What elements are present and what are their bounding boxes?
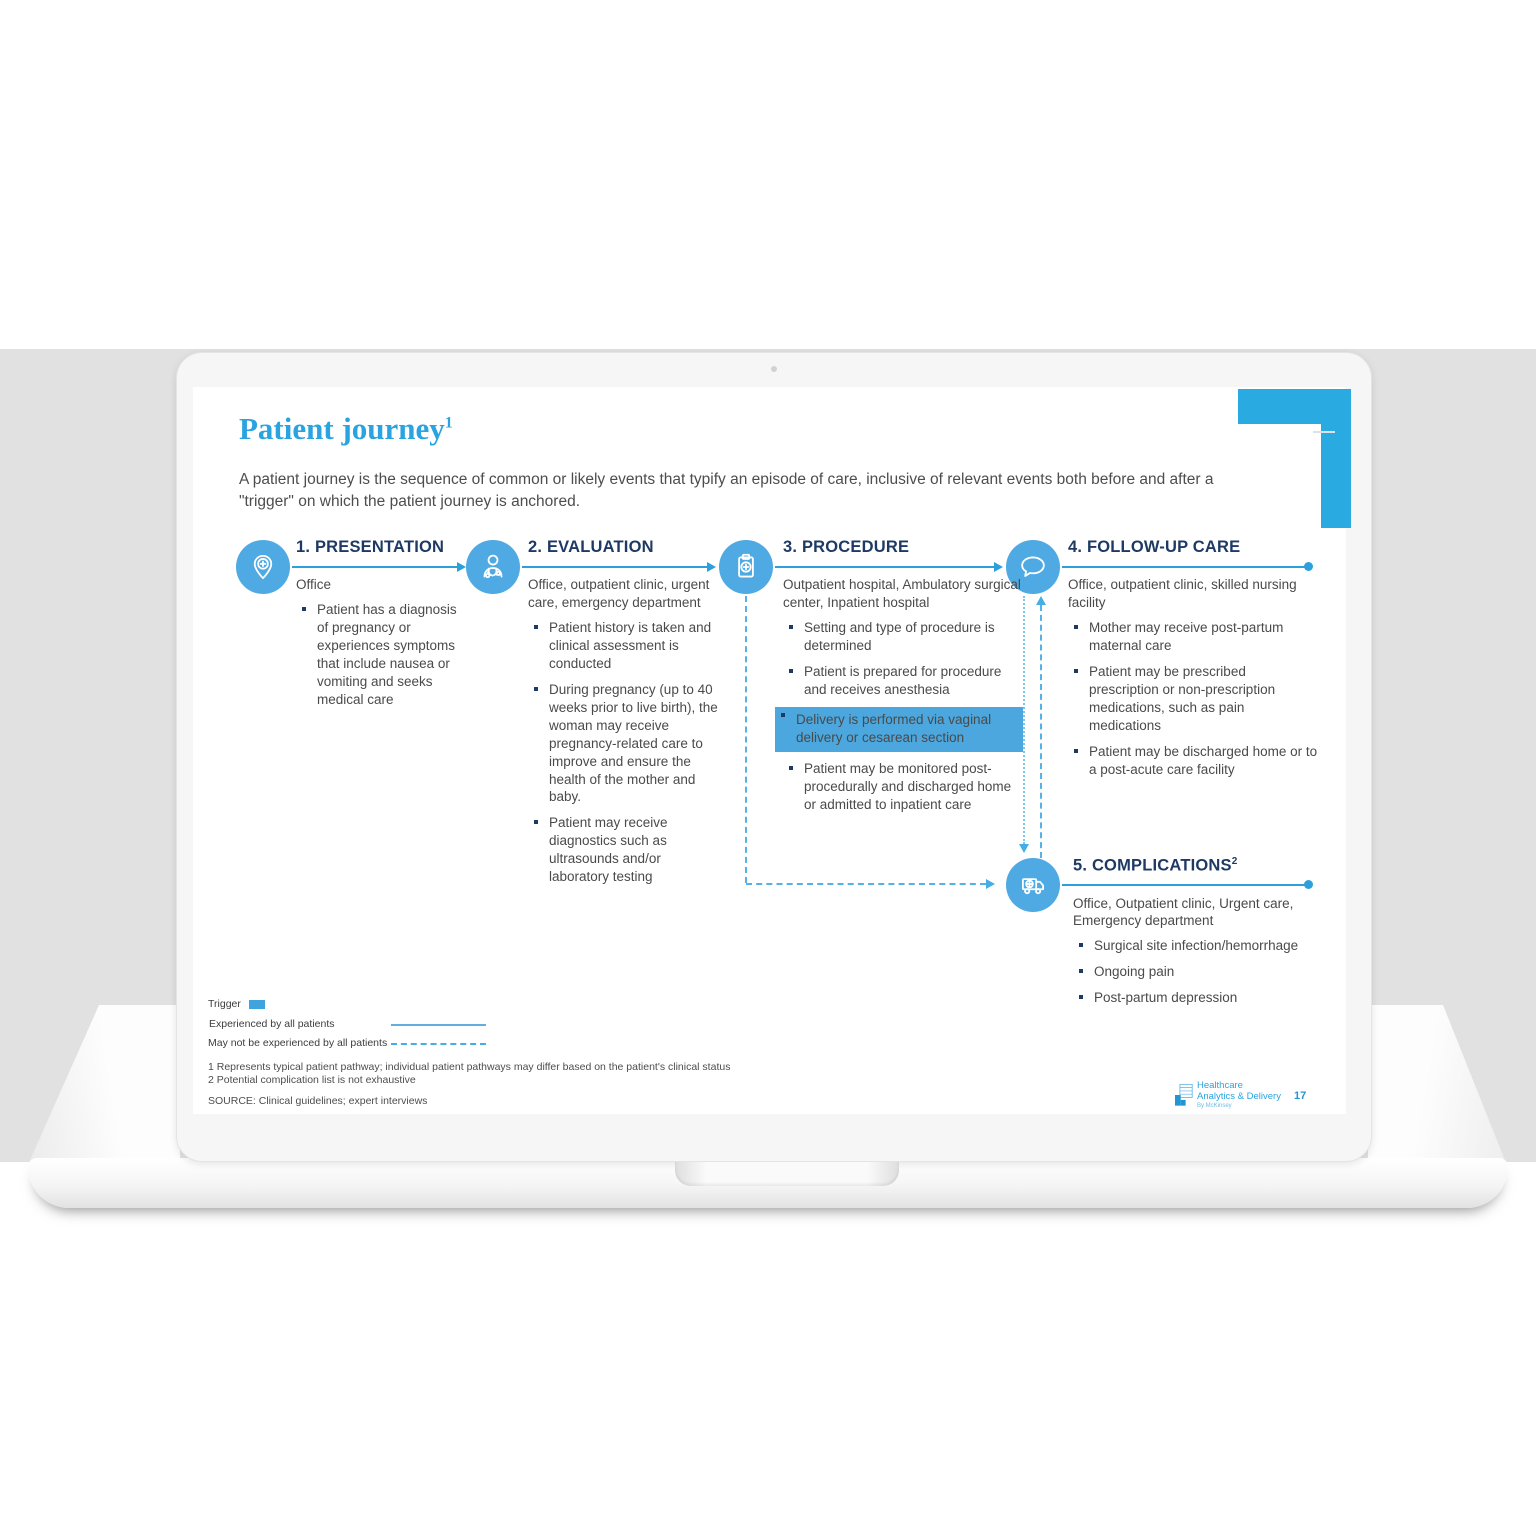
stage-setting: Office [296,577,332,592]
bullet-item: During pregnancy (up to 40 weeks prior to live birth), the woman may receive pregnancy-related care to improve and ensure the health of the mother and baby. [528,681,720,807]
legend-dashed-line [391,1043,486,1045]
stage-2-node [466,540,520,594]
stage-bullet-list [528,619,720,886]
bullet-item: Patient is prepared for procedure and receives anesthesia [783,663,1023,699]
laptop-hinge-notch [675,1162,899,1186]
stage-title: 4. FOLLOW-UP CARE [1068,538,1241,556]
stage-bullet-list [296,601,471,709]
clipboard-plus-icon [729,550,763,584]
arrowhead-right-icon [986,879,995,889]
legend-trigger-swatch [249,1000,265,1009]
logo-line-2: Analytics & Delivery [1197,1091,1281,1102]
stage-3-node [719,540,773,594]
stage-bullet-list [783,619,1023,814]
arrowhead-up-icon [1036,596,1046,605]
laptop-screen [176,352,1372,1162]
stage-title: 2. EVALUATION [528,538,654,556]
stage-title: 3. PROCEDURE [783,538,910,556]
bullet-item: Patient history is taken and clinical assessment is conducted [528,619,720,673]
footnote-2: 2 Potential complication list is not exhaustive [208,1074,416,1086]
stage-title: 5. COMPLICATIONS$^2$ [1073,856,1238,875]
stage-complications [1073,856,1323,1015]
bullet-item: Patient may be discharged home or to a post-acute care facility [1068,743,1318,779]
healthcare-analytics-logo-icon [1175,1083,1193,1107]
bullet-item: Patient may be prescribed prescription or non-prescription medications, such as pain medications [1068,663,1318,735]
connector-complications-to-followup [1040,605,1042,858]
arrowhead-down-icon [1019,844,1029,853]
stage-setting: Office, outpatient clinic, skilled nursing facility [1068,577,1297,610]
intro-paragraph: A patient journey is the sequence of common or likely events that typify an episode of care, inclusive of relevant events both before and after a "trigger" on which the patient journey is anchored. [239,471,1214,510]
page-number: 17 [1294,1090,1307,1102]
doctor-icon [476,550,510,584]
stage-setting: Office, Outpatient clinic, Urgent care, Emergency department [1073,895,1294,929]
slide [193,387,1346,1114]
legend-solid-label: Experienced by all patients [209,1018,335,1030]
bullet-item: Setting and type of procedure is determined [783,619,1023,655]
stage-procedure [783,538,1023,821]
stage-followup-care [1068,538,1318,787]
bullet-item: Post-partum depression [1073,989,1323,1007]
footnote-1: 1 Represents typical patient pathway; individual patient pathways may differ based on the patient's clinical status [208,1061,731,1073]
corner-decoration-vertical [1321,389,1351,528]
corner-decoration-tick [1313,431,1335,433]
legend-trigger-label: Trigger [208,998,241,1010]
bullet-item: Patient has a diagnosis of pregnancy or experiences symptoms that include nausea or vomiting and seeks medical care [296,601,471,709]
bullet-item: Ongoing pain [1073,963,1323,981]
page-title: Patient journey$^1$ [239,411,453,446]
stage-1-node [236,540,290,594]
bullet-item: Surgical site infection/hemorrhage [1073,937,1323,955]
stage-bullet-list [1073,937,1323,1007]
stage-setting: Office, outpatient clinic, urgent care, emergency department [528,577,710,610]
connector-procedure-complications-vertical [745,596,747,883]
connector-followup-to-complications [1023,596,1025,844]
webcam-dot-icon [771,366,777,372]
stage-bullet-list [1068,619,1318,779]
connector-procedure-complications-horizontal [746,883,986,885]
source-line: SOURCE: Clinical guidelines; expert interviews [208,1095,428,1107]
stage-presentation [296,538,471,717]
ambulance-icon [1016,868,1050,902]
stage-evaluation [528,538,720,894]
stage-5-node [1006,858,1060,912]
bullet-item: Patient may be monitored post-procedurally and discharged home or admitted to inpatient care [783,760,1023,814]
stage-setting: Outpatient hospital, Ambulatory surgical center, Inpatient hospital [783,577,1021,610]
bullet-item: Patient may receive diagnostics such as ultrasounds and/or laboratory testing [528,814,720,886]
logo-line-3: By McKinsey [1197,1103,1232,1109]
trigger-bullet-item: Delivery is performed via vaginal delivery or cesarean section [775,707,1023,752]
location-pin-icon [246,550,280,584]
legend-solid-line [391,1024,486,1026]
bullet-item: Mother may receive post-partum maternal care [1068,619,1318,655]
stage-title: 1. PRESENTATION [296,538,445,556]
legend-dashed-label: May not be experienced by all patients [208,1037,388,1049]
logo-line-1: Healthcare [1197,1080,1243,1091]
